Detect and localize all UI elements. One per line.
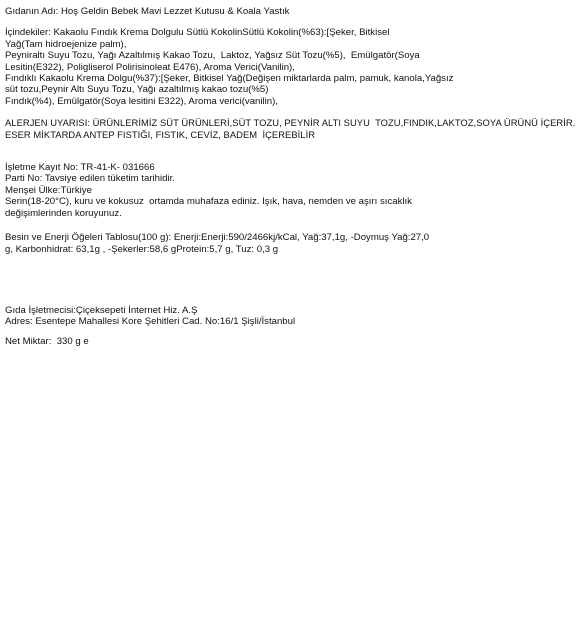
ingredients-line: Lesitin(E322), Poligliserol Polirisinoleat E476), Aroma Verici(Vanilin),	[5, 61, 295, 73]
ingredients-line: Fındık(%4), Emülgatör(Soya lesitini E322), Aroma verici(vanilin),	[5, 95, 278, 107]
operator-info	[5, 305, 575, 328]
allergen-line: ESER MİKTARDA ANTEP FISTIĞI, FISTIK, CEVİZ, BADEM İÇEREBİLİR	[5, 128, 316, 140]
ingredients-line: Fındıklı Kakaolu Krema Dolgu(%37):[Şeker, Bitkisel Yağ(Değişen miktarlarda palm, pamuk, kanola,Yağsız	[5, 73, 454, 85]
nutrition-facts	[5, 232, 575, 255]
net-quantity-block	[5, 336, 575, 347]
nutrition-line: Besin ve Enerji Öğeleri Tablosu(100 g): Enerji:Enerji:590/2466kj/kCal, Yağ:37,1g, -Doymuş Yağ:27,0	[5, 232, 430, 244]
allergen-line: ALERJEN UYARISI: ÜRÜNLERİMİZ SÜT ÜRÜNLERİ,SÜT TOZU, PEYNİR ALTI SUYU TOZU,FINDIK,LAKTOZ,SOYA ÜRÜNÜ İÇERİR.	[5, 117, 576, 129]
storage-line: Serin(18-20°C), kuru ve kokusuz ortamda muhafaza ediniz. Işık, hava, nemden ve aşırı sıcaklık	[5, 196, 412, 208]
product-name: Gıdanın Adı: Hoş Geldin Bebek Mavi Lezzet Kutusu & Koala Yastık	[5, 6, 290, 17]
business-info	[5, 162, 575, 219]
ingredients-block	[5, 27, 575, 107]
country-of-origin: Menşei Ülke:Türkiye	[5, 184, 92, 196]
product-label-document	[5, 6, 575, 347]
registration-number: İşletme Kayıt No: TR-41-K- 031666	[5, 162, 155, 174]
nutrition-line: g, Karbonhidrat: 63,1g , -Şekerler:58,6 gProtein:5,7 g, Tuz: 0,3 g	[5, 243, 279, 255]
storage-line: değişimlerinden koruyunuz.	[5, 207, 122, 219]
batch-note: Parti No: Tavsiye edilen tüketim tarihidir.	[5, 173, 175, 185]
ingredients-line: Peyniraltı Suyu Tozu, Yağı Azaltılmış Kakao Tozu, Laktoz, Yağsız Süt Tozu(%5), Emülgatör(Soya	[5, 50, 420, 62]
allergen-warning	[5, 117, 575, 140]
ingredients-line: süt tozu,Peynir Altı Suyu Tozu, Yağı azaltılmış kakao tozu(%5)	[5, 84, 269, 96]
food-operator: Gıda İşletmecisi:Çiçeksepeti İnternet Hiz. A.Ş	[5, 304, 198, 316]
ingredients-line: İçindekiler: Kakaolu Fındık Krema Dolgulu Sütlü KokolinSütlü Kokolin(%63):[Şeker, Bitkisel	[5, 27, 390, 39]
net-quantity: Net Miktar: 330 g e	[5, 335, 89, 347]
ingredients-line: Yağ(Tam hidroejenize palm),	[5, 38, 127, 50]
address: Adres: Esentepe Mahallesi Kore Şehitleri Cad. No:16/1 Şişli/İstanbul	[5, 316, 296, 328]
